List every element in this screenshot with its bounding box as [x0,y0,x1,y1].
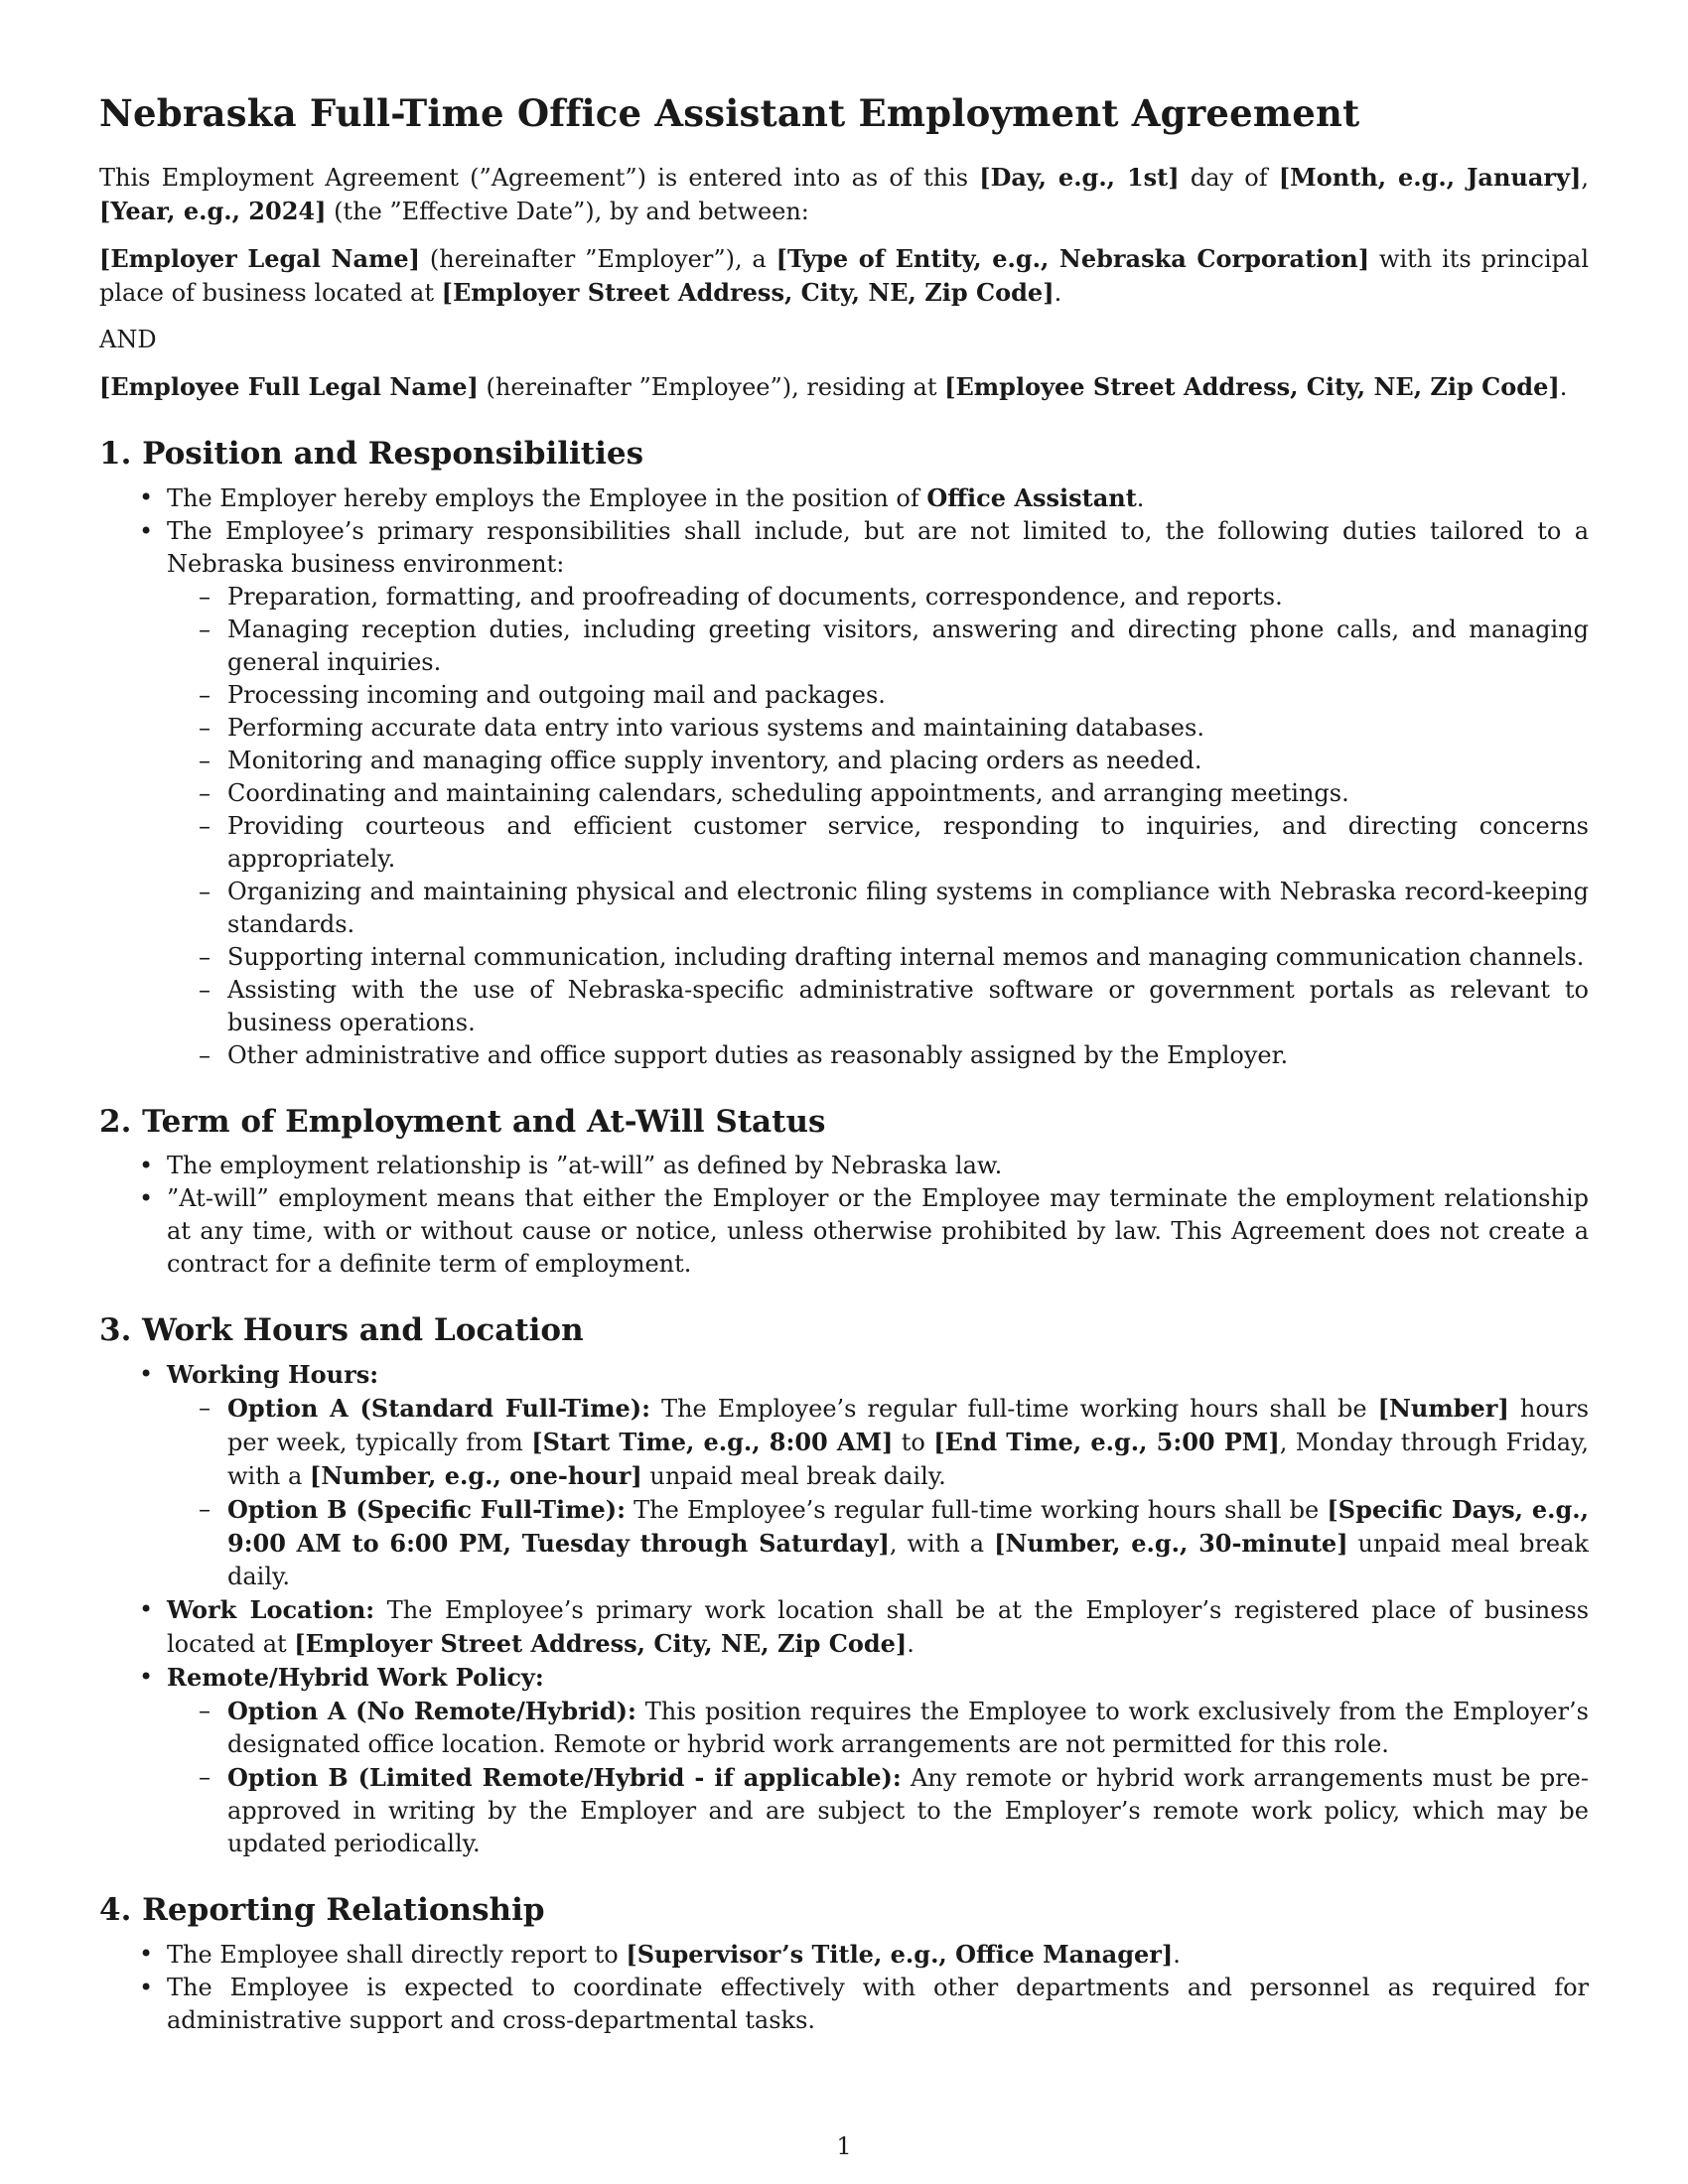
option-label: Option B (Specific Full-Time): [227,1495,626,1524]
page-number: 1 [836,2132,852,2160]
employer-text: . [1054,279,1062,307]
duty-item: – Managing reception duties, including greeting visitors, answering and directing phone calls, and managing general inquiries. [167,614,1589,679]
list-item [99,1593,1589,1661]
year-placeholder: [Year, e.g., 2024] [99,197,327,225]
working-hours-label: Working Hours: [167,1360,379,1389]
employer-name-placeholder: [Employer Legal Name] [99,244,421,273]
option-text: unpaid meal break daily. [227,1530,1589,1590]
option-label: Option B (Limited Remote/Hybrid - if applicable): [227,1763,902,1792]
option-text: This position requires the Employee to work exclusively from the Employer’s designated office location. Remote or hybrid work arrangements are not permitted for this role. [227,1698,1590,1758]
intro-paragraph [99,161,1589,228]
hours-options-list [167,1392,1589,1593]
intro-text: day of [1179,164,1279,192]
section-3-list [99,1358,1589,1860]
duty-item: – Performing accurate data entry into various systems and maintaining databases. [167,712,1589,745]
list-text: The Employee’s primary responsibilities shall include, but are not limited to, the following duties tailored to a Nebraska business environment: [167,517,1589,578]
list-item [99,481,1589,515]
employer-text: (hereinafter ”Employer”), a [420,245,776,273]
section-4-heading: 4. Reporting Relationship [99,1892,545,1928]
duty-item: – Processing incoming and outgoing mail and packages. [167,679,1589,712]
duties-list [167,581,1589,1072]
day-placeholder: [Day, e.g., 1st] [979,163,1180,192]
employee-text: . [1559,373,1568,401]
document-page [99,79,1589,2037]
intro-text: , [1581,164,1590,192]
section-3-heading: 3. Work Hours and Location [99,1312,584,1348]
option-label: Option A (No Remote/Hybrid): [227,1697,636,1725]
option-text: The Employee’s regular full-time working hours shall be [625,1496,1328,1524]
list-item [99,1358,1589,1593]
section-1-heading: 1. Position and Responsibilities [99,436,644,472]
remote-options-list [167,1695,1589,1860]
option-item [167,1493,1589,1593]
list-text: . [1173,1941,1181,1969]
duty-item: – Organizing and maintaining physical and electronic filing systems in compliance with Nebraska record-keeping standards. [167,876,1589,941]
option-item [167,1392,1589,1493]
month-placeholder: [Month, e.g., January] [1278,163,1582,192]
list-text: The Employer hereby employs the Employee in the position of [167,484,927,512]
list-item [99,1661,1589,1860]
section-2-heading: 2. Term of Employment and At-Will Status [99,1104,826,1140]
duty-item: – Supporting internal communication, including drafting internal memos and managing communication channels. [167,941,1589,974]
duty-item: – Other administrative and office support duties as reasonably assigned by the Employer. [167,1039,1589,1072]
end-time-placeholder: [End Time, e.g., 5:00 PM] [933,1428,1280,1456]
document-title: Nebraska Full-Time Office Assistant Employment Agreement [99,91,1360,135]
employer-address-placeholder: [Employer Street Address, City, NE, Zip Code] [294,1629,908,1658]
employer-address-placeholder: [Employer Street Address, City, NE, Zip Code] [441,278,1055,307]
hours-placeholder: [Number] [1377,1394,1509,1423]
intro-text: This Employment Agreement (”Agreement”) is entered into as of this [99,164,980,192]
employer-text: with its principal place of business located at [99,245,1590,307]
employee-address-placeholder: [Employee Street Address, City, NE, Zip Code] [944,372,1560,401]
supervisor-placeholder: [Supervisor’s Title, e.g., Office Manager] [626,1940,1174,1969]
start-time-placeholder: [Start Time, e.g., 8:00 AM] [531,1428,894,1456]
option-text: Any remote or hybrid work arrangements must be pre-approved in writing by the Employer and are subject to the Employer’s remote work policy, which may be updated periodically. [227,1764,1589,1857]
option-item [167,1695,1589,1761]
section-2-list [99,1150,1589,1281]
option-text: to [893,1429,934,1456]
list-text: The Employee shall directly report to [167,1941,627,1969]
option-label: Option A (Standard Full-Time): [227,1394,651,1423]
option-text: hours per week, typically from [227,1395,1590,1456]
employee-paragraph [99,370,1589,404]
list-text: . [907,1630,914,1658]
list-item: • The Employee is expected to coordinate effectively with other departments and personnel as required for administrative support and cross-departmental tasks. [99,1972,1589,2037]
list-item: • The employment relationship is ”at-will” as defined by Nebraska law. [99,1150,1589,1182]
option-item [167,1761,1589,1860]
section-4-list [99,1938,1589,2037]
employee-text: (hereinafter ”Employee”), residing at [478,373,945,401]
duty-item: – Preparation, formatting, and proofreading of documents, correspondence, and reports. [167,581,1589,614]
position-title: Office Assistant [926,483,1137,512]
duty-item: – Monitoring and managing office supply inventory, and placing orders as needed. [167,745,1589,777]
and-paragraph: AND [99,326,157,353]
section-1-list [99,481,1589,1072]
duty-item: – Coordinating and maintaining calendars, scheduling appointments, and arranging meetings. [167,777,1589,810]
specific-days-placeholder: [Specific Days, e.g., 9:00 AM to 6:00 PM, Tuesday through Saturday] [227,1495,1589,1558]
break-placeholder: [Number, e.g., one-hour] [309,1461,642,1490]
list-text: . [1136,484,1145,512]
break-placeholder: [Number, e.g., 30-minute] [994,1529,1348,1558]
intro-text: (the ”Effective Date”), by and between: [326,198,809,225]
work-location-label: Work Location: [167,1595,375,1624]
option-text: , with a [889,1530,995,1558]
list-item [99,1938,1589,1972]
option-text: The Employee’s regular full-time working hours shall be [650,1395,1378,1423]
employee-name-placeholder: [Employee Full Legal Name] [99,372,479,401]
list-item [99,515,1589,1072]
option-text: , Monday through Friday, with a [227,1429,1590,1490]
employer-paragraph [99,242,1589,310]
duty-item: – Assisting with the use of Nebraska-specific administrative software or government portals as relevant to business operations. [167,974,1589,1039]
list-item: • ”At-will” employment means that either the Employer or the Employee may terminate the employment relationship at any time, with or without cause or notice, unless otherwise prohibited by law. This Agreement does not create a contract for a definite term of employment. [99,1182,1589,1281]
list-text: The Employee’s primary work location shall be at the Employer’s registered place of business located at [167,1596,1590,1658]
remote-policy-label: Remote/Hybrid Work Policy: [167,1663,544,1692]
entity-type-placeholder: [Type of Entity, e.g., Nebraska Corporation] [775,244,1370,273]
option-text: unpaid meal break daily. [641,1462,946,1490]
duty-item: – Providing courteous and efficient customer service, responding to inquiries, and directing concerns appropriately. [167,810,1589,876]
